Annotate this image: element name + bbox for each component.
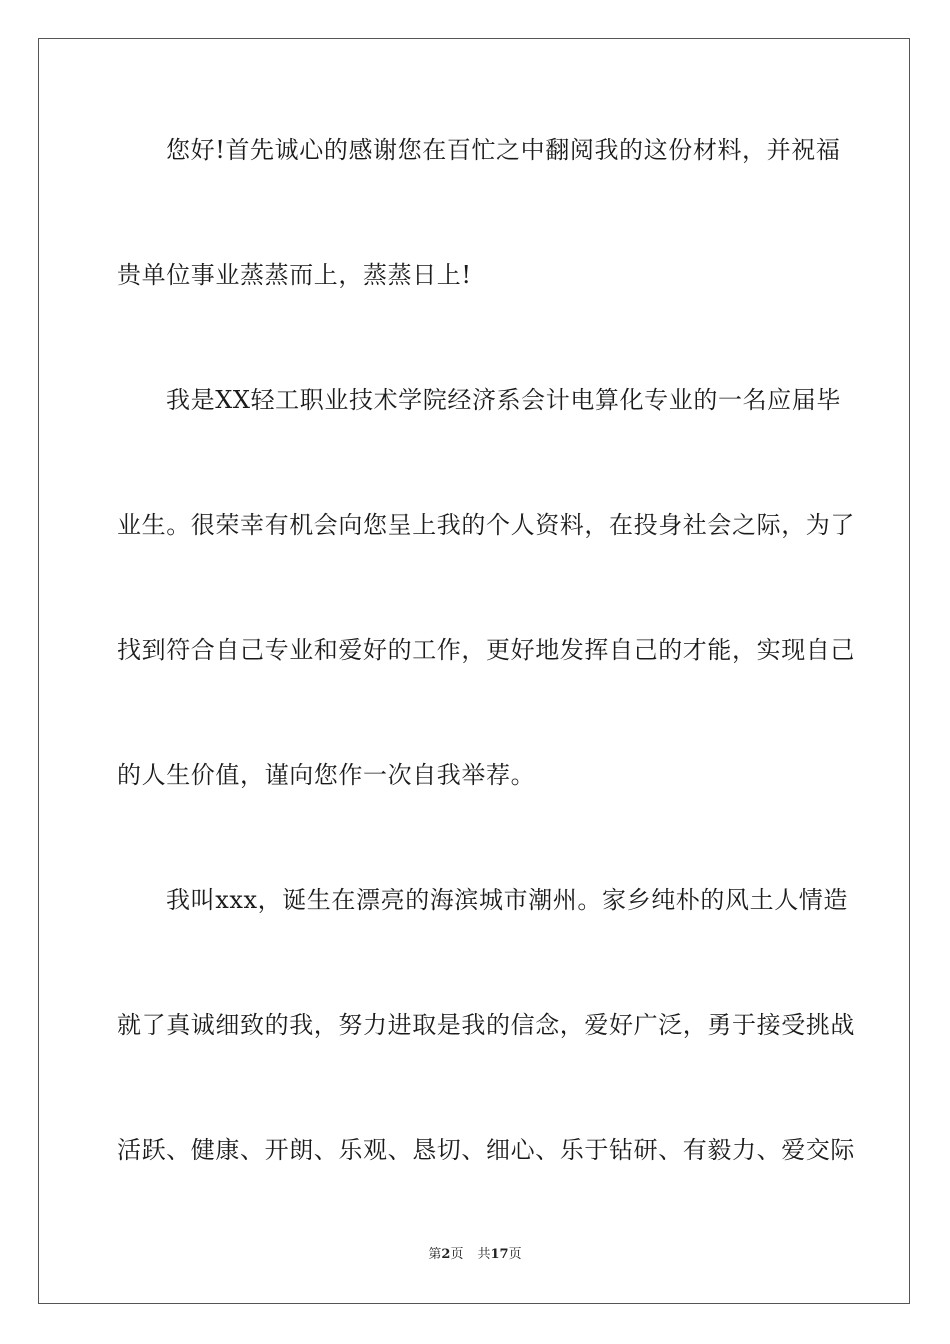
paragraph-2-line-1: 我是XX轻工职业技术学院经济系会计电算化专业的一名应届毕 [166, 386, 841, 414]
paragraph-2-line-3: 找到符合自己专业和爱好的工作，更好地发挥自己的才能，实现自己 [117, 636, 855, 664]
page-prefix: 第 [428, 1247, 442, 1262]
paragraph-2-line-4: 的人生价值，谨向您作一次自我举荐。 [117, 761, 536, 789]
page-number: 2 [441, 1247, 451, 1262]
paragraph-1-line-1: 您好!首先诚心的感谢您在百忙之中翻阅我的这份材料，并祝福 [166, 136, 841, 164]
page-footer [0, 1246, 950, 1264]
paragraph-1-line-2: 贵单位事业蒸蒸而上，蒸蒸日上! [117, 261, 472, 289]
total-pages: 17 [490, 1247, 509, 1262]
page-border [38, 38, 910, 1304]
paragraph-3-line-1: 我叫xxx，诞生在漂亮的海滨城市潮州。家乡纯朴的风土人情造 [166, 886, 849, 914]
page-suffix: 页 [450, 1247, 464, 1262]
paragraph-3-line-3: 活跃、健康、开朗、乐观、恳切、细心、乐于钻研、有毅力、爱交际 [117, 1136, 855, 1164]
total-prefix: 共 [477, 1247, 491, 1262]
paragraph-3-line-2: 就了真诚细致的我，努力进取是我的信念，爱好广泛，勇于接受挑战 [117, 1011, 855, 1039]
paragraph-2-line-2: 业生。很荣幸有机会向您呈上我的个人资料，在投身社会之际，为了 [117, 511, 855, 539]
total-suffix: 页 [508, 1247, 522, 1262]
